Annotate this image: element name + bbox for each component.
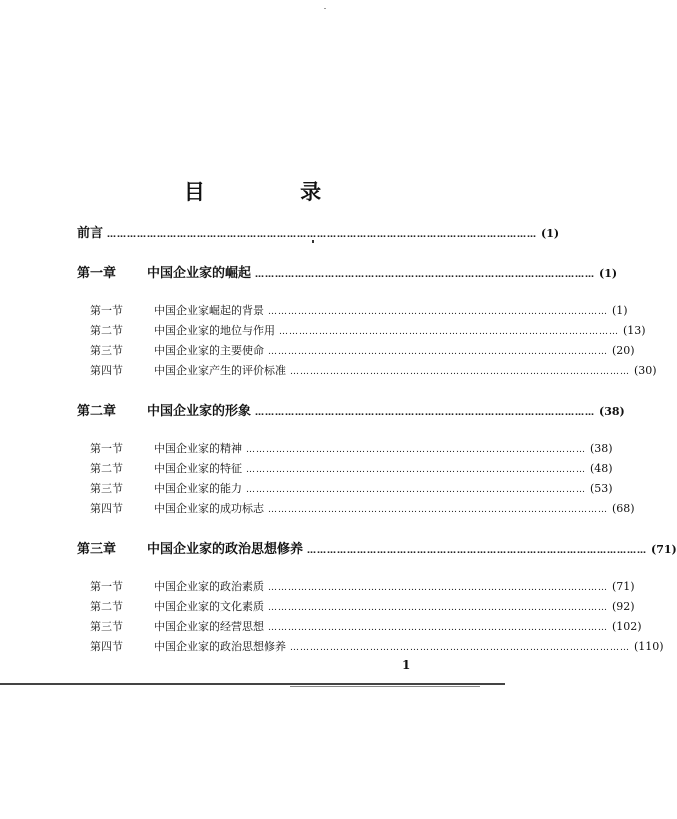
- section-number: 第三节: [90, 482, 123, 495]
- chapter-number: 第三章: [77, 542, 117, 557]
- section-title: 中国企业家的政治素质: [154, 580, 264, 593]
- leader-dots: …………………………………………………………………………………………: [279, 327, 619, 337]
- toc-section: [90, 578, 635, 594]
- leader-dots: …………………………………………………………………………………………: [246, 445, 586, 455]
- section-title: 中国企业家产生的评价标准: [154, 364, 286, 377]
- section-number: 第二节: [90, 600, 123, 613]
- scan-speck: [312, 240, 314, 243]
- toc-section: [90, 598, 635, 614]
- section-title: 中国企业家的地位与作用: [154, 324, 275, 337]
- leader-dots: …………………………………………………………………………………………: [290, 643, 630, 653]
- bottom-rule: [0, 683, 505, 685]
- leader-dots: …………………………………………………………………………………………: [268, 603, 608, 613]
- section-page: (20): [612, 344, 635, 357]
- toc-section: [90, 322, 646, 338]
- toc-chapter: [77, 538, 677, 557]
- toc-section: [90, 618, 642, 634]
- leader-dots: …………………………………………………………………………………………: [255, 408, 596, 418]
- section-title: 中国企业家的经营思想: [154, 620, 264, 633]
- section-number: 第四节: [90, 502, 123, 515]
- leader-dots: …………………………………………………………………………………………: [268, 583, 608, 593]
- chapter-page: (38): [599, 405, 625, 418]
- section-page: (68): [612, 502, 635, 515]
- leader-dots: …………………………………………………………………………………………………………………: [107, 230, 538, 240]
- section-page: (92): [612, 600, 635, 613]
- chapter-title: 中国企业家的崛起: [147, 266, 252, 281]
- leader-dots: …………………………………………………………………………………………: [246, 485, 586, 495]
- leader-dots: …………………………………………………………………………………………: [290, 367, 630, 377]
- leader-dots: …………………………………………………………………………………………: [268, 623, 608, 633]
- toc-section: [90, 460, 613, 476]
- toc-section: [90, 302, 628, 318]
- toc-section: [90, 342, 635, 358]
- toc-preface: [77, 222, 560, 241]
- section-page: (71): [612, 580, 635, 593]
- section-title: 中国企业家的能力: [154, 482, 242, 495]
- section-page: (110): [634, 640, 664, 653]
- section-title: 中国企业家的精神: [154, 442, 242, 455]
- toc-preface-page: (1): [541, 227, 560, 240]
- section-page: (38): [590, 442, 613, 455]
- chapter-number: 第二章: [77, 404, 117, 419]
- chapter-page: (1): [599, 267, 618, 280]
- leader-dots: …………………………………………………………………………………………: [268, 307, 608, 317]
- toc-section: [90, 440, 613, 456]
- toc-section: [90, 480, 613, 496]
- section-number: 第三节: [90, 620, 123, 633]
- section-page: (30): [634, 364, 657, 377]
- section-number: 第四节: [90, 640, 123, 653]
- section-page: (53): [590, 482, 613, 495]
- section-page: (102): [612, 620, 642, 633]
- section-title: 中国企业家的政治思想修养: [154, 640, 286, 653]
- toc-section: [90, 638, 664, 654]
- section-page: (13): [623, 324, 646, 337]
- leader-dots: …………………………………………………………………………………………: [255, 270, 596, 280]
- section-title: 中国企业家的特征: [154, 462, 242, 475]
- chapter-title: 中国企业家的政治思想修养: [147, 542, 304, 557]
- section-title: 中国企业家的成功标志: [154, 502, 264, 515]
- toc-section: [90, 500, 635, 516]
- chapter-number: 第一章: [77, 266, 117, 281]
- section-title: 中国企业家的文化素质: [154, 600, 264, 613]
- toc-chapter: [77, 262, 618, 281]
- toc-preface-label: 前言: [77, 226, 104, 241]
- scan-speck: [324, 8, 326, 9]
- section-page: (1): [612, 304, 628, 317]
- section-number: 第一节: [90, 304, 123, 317]
- chapter-page: (71): [651, 543, 677, 556]
- section-number: 第二节: [90, 462, 123, 475]
- section-number: 第一节: [90, 442, 123, 455]
- leader-dots: …………………………………………………………………………………………: [246, 465, 586, 475]
- toc-section: [90, 362, 657, 378]
- section-title: 中国企业家的主要使命: [154, 344, 264, 357]
- section-page: (48): [590, 462, 613, 475]
- section-number: 第二节: [90, 324, 123, 337]
- leader-dots: …………………………………………………………………………………………: [268, 505, 608, 515]
- bottom-rule-shadow: [290, 686, 480, 687]
- chapter-title: 中国企业家的形象: [147, 404, 252, 419]
- page-number: 1: [402, 658, 411, 672]
- leader-dots: …………………………………………………………………………………………: [307, 546, 648, 556]
- section-number: 第三节: [90, 344, 123, 357]
- leader-dots: …………………………………………………………………………………………: [268, 347, 608, 357]
- section-number: 第四节: [90, 364, 123, 377]
- section-title: 中国企业家崛起的背景: [154, 304, 264, 317]
- section-number: 第一节: [90, 580, 123, 593]
- toc-chapter: [77, 400, 625, 419]
- page-title: 目 录: [183, 180, 366, 204]
